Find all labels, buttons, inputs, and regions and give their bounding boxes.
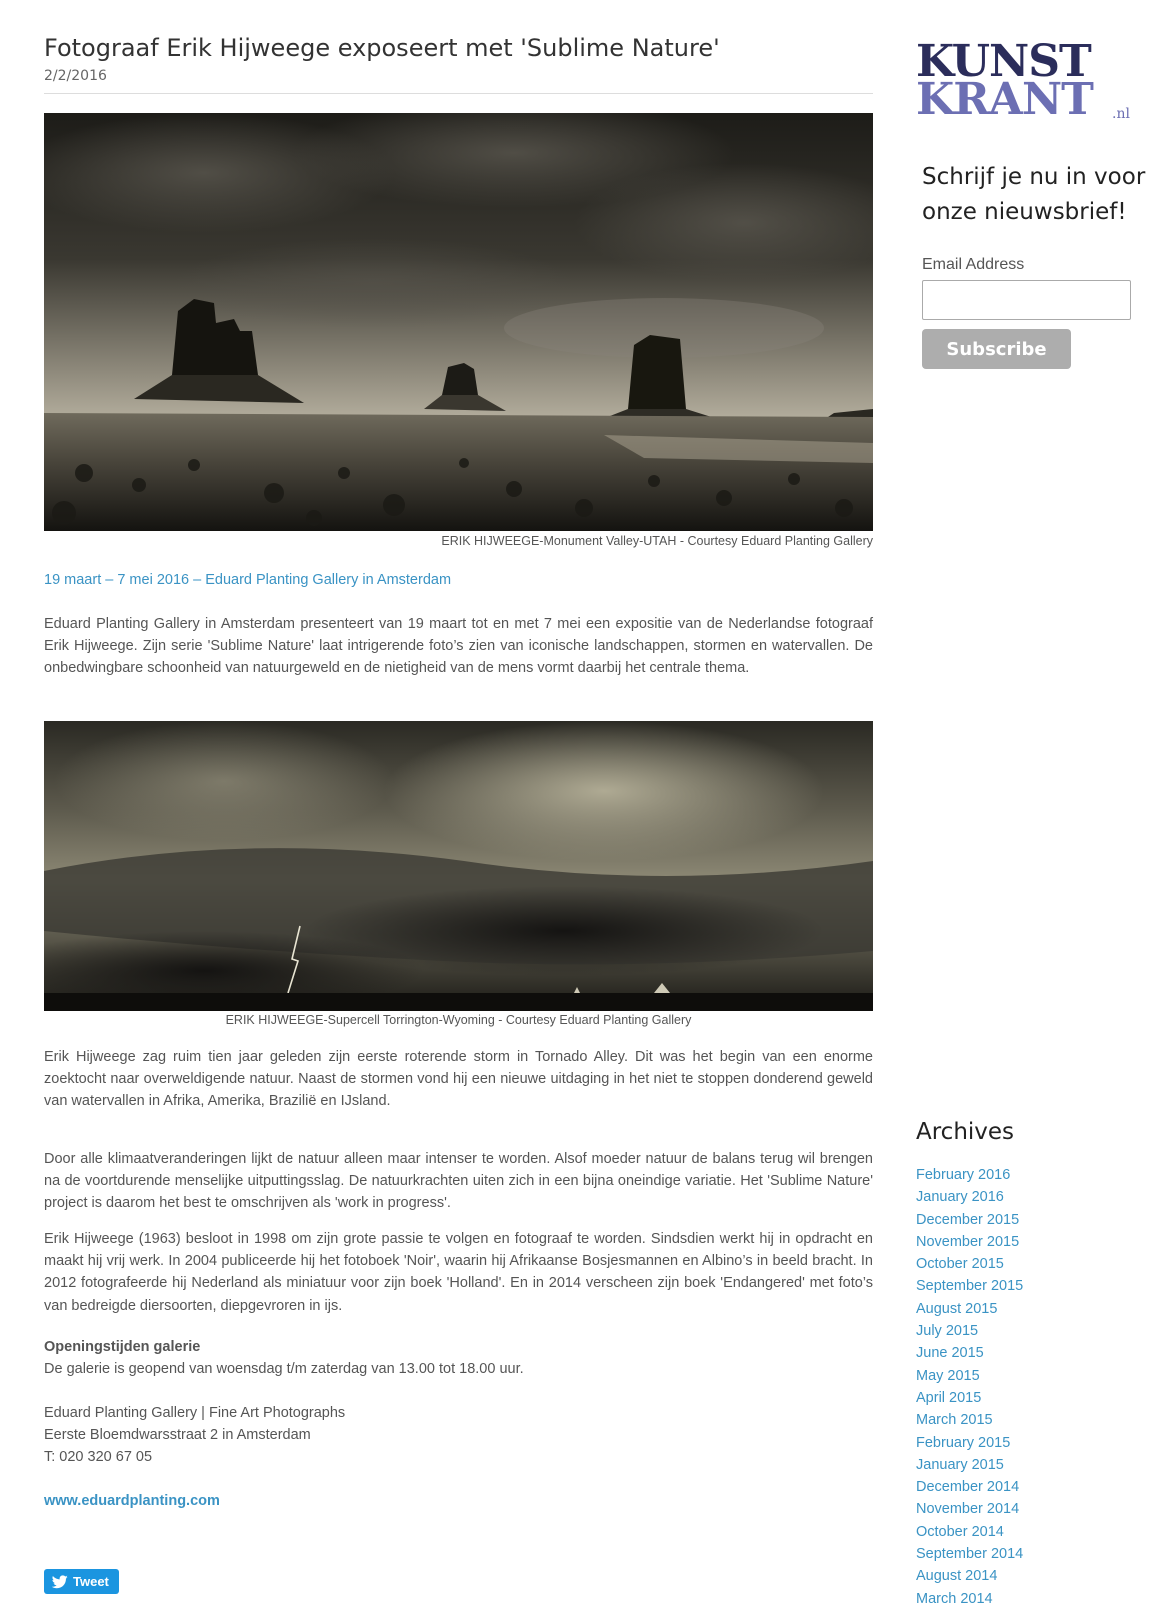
gallery-website-link[interactable]: www.eduardplanting.com [44,1493,220,1509]
post-title: Fotograaf Erik Hijweege exposeert met 'Sublime Nature' [44,34,720,62]
archive-link[interactable]: January 2015 [916,1456,1004,1473]
archive-link[interactable]: August 2015 [916,1300,998,1317]
twitter-bird-icon [52,1575,68,1589]
archives-list [916,1167,1023,1613]
opening-hours-title: Openingstijden galerie [44,1339,201,1355]
archive-link[interactable]: March 2015 [916,1412,993,1429]
archive-link[interactable]: January 2016 [916,1189,1004,1206]
photo-supercell [44,721,873,1011]
tweet-label: Tweet [73,1574,109,1589]
subscribe-button[interactable]: Subscribe [922,329,1071,369]
title-divider [44,93,873,94]
email-label: Email Address [922,256,1025,273]
archives-title: Archives [916,1119,1015,1145]
gallery-name: Eduard Planting Gallery | Fine Art Photographs [44,1405,346,1421]
archive-link[interactable]: February 2015 [916,1434,1011,1451]
photo-caption: ERIK HIJWEEGE-Supercell Torrington-Wyoming - Courtesy Eduard Planting Gallery [225,1013,692,1027]
logo-suffix: .nl [1112,106,1130,122]
archive-link[interactable]: December 2014 [916,1479,1020,1496]
body-paragraph: Erik Hijweege (1963) besloot in 1998 om zijn grote passie te volgen en fotograaf te worden. Sindsdien werkt hij in opdracht en maakt hij vrij werk. In 2004 publiceerde hij het fotoboek 'Noir', waarin hij Afrikaanse Bosjesmannen en Albino’s in beeld bracht. In 2012 fotografeerde hij Nederland als miniatuur voor zijn boek 'Holland'. En in 2014 verscheen zijn boek 'Endangered' met foto’s van bedreigde diersoorten, diepgevroren in ijs. [44,1231,873,1314]
email-field[interactable] [922,280,1131,320]
kunstkrant-logo[interactable] [916,36,1146,130]
archive-link[interactable]: September 2015 [916,1278,1024,1295]
photo-monument-valley [44,113,873,531]
archive-link[interactable]: September 2014 [916,1546,1024,1563]
archive-link[interactable]: November 2015 [916,1233,1020,1250]
intro-paragraph: Eduard Planting Gallery in Amsterdam presenteert van 19 maart tot en met 7 mei een expositie van de Nederlandse fotograaf Erik Hijweege. Zijn serie 'Sublime Nature' laat intrigerende foto’s zien van iconische landschappen, stormen en watervallen. De onbedwingbare schoonheid van natuurgeweld en de nietigheid van de mens vormt daarbij het centrale thema. [44,616,873,677]
archive-link[interactable]: October 2014 [916,1523,1004,1540]
logo-word-bottom: KRANT [916,74,1093,125]
exhibition-dates-link[interactable]: 19 maart – 7 mei 2016 – Eduard Planting Gallery in Amsterdam [44,572,452,588]
tweet-button[interactable] [44,1569,119,1594]
post-date: 2/2/2016 [44,68,107,84]
photo-caption: ERIK HIJWEEGE-Monument Valley-UTAH - Courtesy Eduard Planting Gallery [441,534,873,548]
logo-word-top: KUNST [916,36,1091,87]
archive-link[interactable]: October 2015 [916,1256,1004,1273]
gallery-address: Eerste Bloemdwarsstraat 2 in Amsterdam [44,1427,311,1443]
archive-link[interactable]: March 2014 [916,1590,993,1607]
archive-link[interactable]: July 2015 [916,1323,979,1340]
archive-link[interactable]: November 2014 [916,1501,1020,1518]
archive-link[interactable]: December 2015 [916,1211,1020,1228]
newsletter-title: Schrijf je nu in voor onze nieuwsbrief! [922,164,1146,225]
body-paragraph: Erik Hijweege zag ruim tien jaar geleden zijn eerste roterende storm in Tornado Alley. Dit was het begin van een enorme zoektocht naar overweldigende natuur. Naast de stormen vond hij een nieuwe uitdaging in het niet te stoppen donderend geweld van watervallen in Afrika, Amerika, Brazilië en IJsland. [44,1049,873,1110]
archive-link[interactable]: August 2014 [916,1568,998,1585]
opening-hours-text: De galerie is geopend van woensdag t/m zaterdag van 13.00 tot 18.00 uur. [44,1361,524,1377]
body-paragraph: Door alle klimaatveranderingen lijkt de natuur alleen maar intenser te worden. Alsof moeder natuur de balans terug wil brengen na de voortdurende menselijke uitputtingsslag. De natuurkrachten uiten zich in een bijna oneindige variatie. Het 'Sublime Nature' project is daarom het best te omschrijven als 'work in progress'. [44,1151,873,1212]
archive-link[interactable]: June 2015 [916,1345,984,1362]
archive-link[interactable]: April 2015 [916,1389,982,1406]
archive-link[interactable]: May 2015 [916,1367,980,1384]
archive-link[interactable]: February 2016 [916,1167,1011,1183]
gallery-phone: T: 020 320 67 05 [44,1449,153,1465]
